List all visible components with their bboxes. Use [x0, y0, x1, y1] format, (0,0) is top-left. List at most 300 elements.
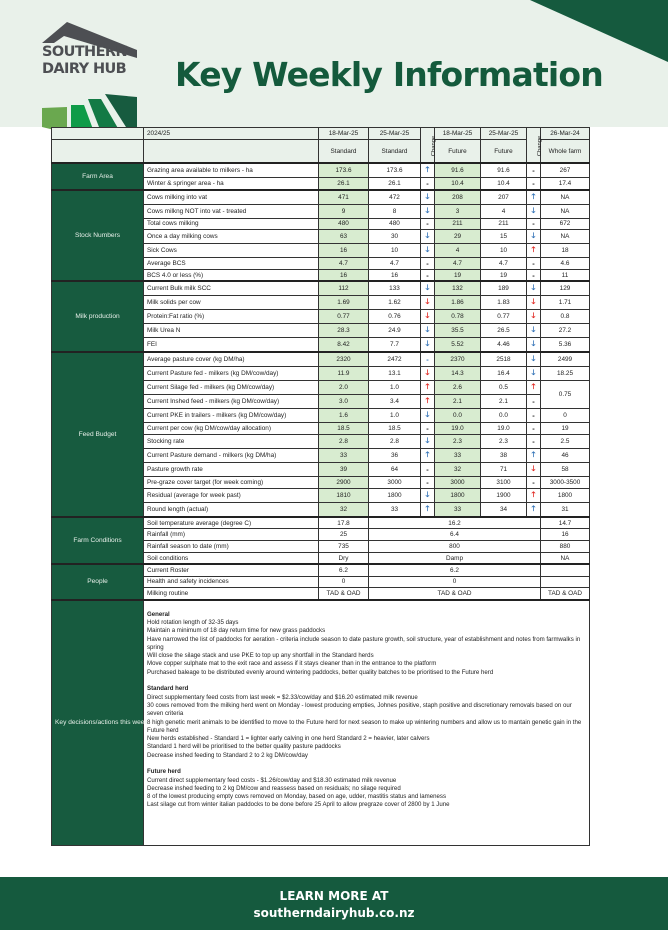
- value-cell: 2.8: [319, 435, 369, 449]
- notes-line: Last silage cut from winter italian paddocks to be done before 25 April to allow pregraze cover of 2800 by 1 June: [147, 801, 450, 809]
- value-cell: 11: [541, 270, 590, 282]
- dash-icon: -: [421, 463, 435, 477]
- col-type: Whole farm: [541, 139, 590, 163]
- row-label: Milk solids per cow: [144, 296, 319, 310]
- value-cell: 0: [319, 576, 369, 588]
- notes-line: Will close the silage stack and use PKE to top up any shortfall in the Standard herds: [147, 652, 374, 660]
- value-cell: 3.0: [319, 395, 369, 409]
- value-cell: 28.3: [319, 324, 369, 338]
- footer-website-link[interactable]: southerndairyhub.co.nz: [253, 906, 415, 920]
- col-type: Future: [481, 139, 527, 163]
- arrow-down-icon: 🡓: [421, 204, 435, 218]
- notes-line: Maintain a minimum of 18 day return time for new grass paddocks: [147, 627, 326, 635]
- value-cell: 1.83: [481, 296, 527, 310]
- row-label: Milk Urea N: [144, 324, 319, 338]
- value-cell: 0.78: [435, 310, 481, 324]
- value-cell: 4.7: [319, 258, 369, 270]
- notes-line: Have narrowed the list of paddocks for aeration - criteria include season to date pasture growth, soil structure, year of establishment and notes from farmwalks in spring: [147, 635, 581, 651]
- arrow-up-icon: 🡑: [421, 381, 435, 395]
- footer-cta: LEARN MORE AT: [279, 889, 389, 903]
- arrow-down-icon: 🡓: [421, 338, 435, 353]
- arrow-up-icon: 🡑: [527, 489, 541, 503]
- value-cell: 33: [435, 449, 481, 463]
- value-cell: 2.1: [481, 395, 527, 409]
- value-cell: 4.7: [369, 258, 421, 270]
- arrow-down-icon: 🡓: [421, 367, 435, 381]
- value-cell: NA: [541, 190, 590, 205]
- row-label: Soil temperature average (degree C): [144, 517, 319, 529]
- value-cell: 480: [319, 218, 369, 230]
- change-label: Change: [537, 135, 544, 156]
- arrow-down-icon: 🡓: [421, 230, 435, 244]
- dash-icon: -: [421, 178, 435, 190]
- value-cell: 133: [369, 281, 421, 296]
- value-cell: 4.46: [481, 338, 527, 353]
- value-cell: 207: [481, 190, 527, 205]
- row-label: Current Roster: [144, 564, 319, 576]
- value-cell: TAD & OAD: [319, 588, 369, 600]
- value-cell: 2.3: [435, 435, 481, 449]
- value-cell: 18.5: [319, 423, 369, 435]
- value-cell: 0.76: [369, 310, 421, 324]
- logo-wordmark: [42, 44, 142, 78]
- value-cell: 267: [541, 163, 590, 178]
- col-date: 25-Mar-25: [369, 128, 421, 140]
- value-cell: 1800: [541, 489, 590, 503]
- section-label: Milk production: [52, 281, 144, 352]
- row-label: Current Inshed feed - milkers (kg DM/cow/day): [144, 395, 319, 409]
- value-cell: 14.7: [541, 517, 590, 529]
- value-cell: 1.69: [319, 296, 369, 310]
- row-label: Current Bulk milk SCC: [144, 281, 319, 296]
- value-cell: 24.9: [369, 324, 421, 338]
- decisions-notes: [144, 600, 590, 846]
- value-cell: 1800: [435, 489, 481, 503]
- value-cell: 2518: [481, 352, 527, 367]
- value-cell: 4: [435, 244, 481, 258]
- value-cell: 4.7: [481, 258, 527, 270]
- notes-line: Direct supplementary feed costs from last week = $2.33/cow/day and $16.20 estimated milk revenue: [147, 693, 418, 701]
- value-cell: 4.6: [541, 258, 590, 270]
- value-cell: 6.4: [369, 529, 541, 541]
- value-cell: 0.77: [481, 310, 527, 324]
- arrow-down-icon: 🡓: [527, 281, 541, 296]
- arrow-down-icon: 🡓: [527, 296, 541, 310]
- value-cell: 2320: [319, 352, 369, 367]
- row-label: Stocking rate: [144, 435, 319, 449]
- row-label: Current Silage fed - milkers (kg DM/cow/day): [144, 381, 319, 395]
- section-label: Feed Budget: [52, 352, 144, 517]
- value-cell: NA: [541, 552, 590, 564]
- value-cell: 16.4: [481, 367, 527, 381]
- arrow-up-icon: 🡑: [421, 449, 435, 463]
- value-cell: NA: [541, 230, 590, 244]
- value-cell: 672: [541, 218, 590, 230]
- value-cell: 3000-3500: [541, 477, 590, 489]
- value-cell: 33: [435, 503, 481, 518]
- value-cell: Dry: [319, 552, 369, 564]
- value-cell: 173.6: [369, 163, 421, 178]
- dash-icon: -: [527, 435, 541, 449]
- value-cell: 1.0: [369, 409, 421, 423]
- value-cell: 39: [319, 463, 369, 477]
- dash-icon: -: [421, 352, 435, 367]
- arrow-up-icon: 🡑: [527, 244, 541, 258]
- arrow-down-icon: 🡓: [527, 352, 541, 367]
- value-cell: 6.2: [369, 564, 541, 576]
- value-cell: 173.6: [319, 163, 369, 178]
- row-label: Current Pasture demand - milkers (kg DM/ha): [144, 449, 319, 463]
- notes-line: Purchased baleage to be distributed evenly around wintering paddocks, better quality batches to be prioritised to the Future herd: [147, 668, 494, 676]
- table-row: [52, 281, 590, 296]
- value-cell: 91.6: [435, 163, 481, 178]
- arrow-up-icon: 🡑: [527, 503, 541, 518]
- value-cell: 34: [481, 503, 527, 518]
- value-cell: 3: [435, 204, 481, 218]
- value-cell: [541, 564, 590, 576]
- section-label: People: [52, 564, 144, 599]
- value-cell: 16: [541, 529, 590, 541]
- value-cell: 2472: [369, 352, 421, 367]
- value-cell: 132: [435, 281, 481, 296]
- value-cell: 1900: [481, 489, 527, 503]
- arrow-down-icon: 🡓: [421, 244, 435, 258]
- dash-icon: -: [527, 163, 541, 178]
- notes-line: 30 cows removed from the milking herd went on Monday - lowest producing empties, Johnes positive, staph positive and discretionary removals based on our seven criteria: [147, 701, 572, 718]
- value-cell: 1.0: [369, 381, 421, 395]
- value-cell: 3000: [435, 477, 481, 489]
- value-cell: 1810: [319, 489, 369, 503]
- dash-icon: -: [527, 218, 541, 230]
- value-cell: 16: [319, 244, 369, 258]
- dash-icon: -: [421, 258, 435, 270]
- value-cell: [541, 576, 590, 588]
- value-cell: 3100: [481, 477, 527, 489]
- value-cell: 10: [481, 244, 527, 258]
- value-cell: 33: [319, 449, 369, 463]
- notes-heading: General: [147, 610, 170, 618]
- value-cell: 16.2: [369, 517, 541, 529]
- arrow-down-icon: 🡓: [421, 324, 435, 338]
- change-label: Change: [431, 135, 438, 156]
- value-cell: 5.36: [541, 338, 590, 353]
- value-cell: 31: [541, 503, 590, 518]
- value-cell: 33: [369, 503, 421, 518]
- value-cell: 29: [435, 230, 481, 244]
- value-cell: 19.0: [481, 423, 527, 435]
- value-cell: 472: [369, 190, 421, 205]
- dash-icon: -: [421, 477, 435, 489]
- value-cell: 14.3: [435, 367, 481, 381]
- value-cell: 18: [541, 244, 590, 258]
- row-label: Sick Cows: [144, 244, 319, 258]
- value-cell: 18.5: [369, 423, 421, 435]
- section-label: Farm Conditions: [52, 517, 144, 564]
- arrow-down-icon: 🡓: [421, 190, 435, 205]
- value-cell: 112: [319, 281, 369, 296]
- value-cell: 19: [435, 270, 481, 282]
- arrow-down-icon: 🡓: [527, 310, 541, 324]
- value-cell: NA: [541, 204, 590, 218]
- dash-icon: -: [527, 270, 541, 282]
- col-date: 18-Mar-25: [319, 128, 369, 140]
- value-cell: 26.1: [319, 178, 369, 190]
- value-cell: 211: [435, 218, 481, 230]
- decisions-row: [52, 600, 590, 846]
- value-cell: 16: [369, 270, 421, 282]
- notes-line: Current direct supplementary feed costs - $1.26/cow/day and $18.30 estimated milk revenue: [147, 776, 397, 784]
- value-cell: 13.1: [369, 367, 421, 381]
- arrow-down-icon: 🡓: [421, 409, 435, 423]
- notes-line: New herds established - Standard 1 = lighter early calving in one herd Standard 2 = heavier, later calvers: [147, 735, 430, 743]
- col-date: 18-Mar-25: [435, 128, 481, 140]
- table-row: [52, 190, 590, 205]
- key-weekly-table: [51, 127, 590, 846]
- table-row: [52, 163, 590, 178]
- row-label: Current per cow (kg DM/cow/day allocation): [144, 423, 319, 435]
- arrow-up-icon: 🡑: [421, 395, 435, 409]
- row-label: Rainfall season to date (mm): [144, 541, 319, 553]
- row-label: Pre-graze cover target (for week coming): [144, 477, 319, 489]
- value-cell: 15: [481, 230, 527, 244]
- value-cell: 211: [481, 218, 527, 230]
- notes-line: Decrease inshed feeding to 2 kg DM/cow and reassess based on residuals; no silage required: [147, 784, 401, 792]
- section-label: Stock Numbers: [52, 190, 144, 282]
- value-cell: Damp: [369, 552, 541, 564]
- value-cell: 2.0: [319, 381, 369, 395]
- dash-icon: -: [527, 178, 541, 190]
- value-cell: 208: [435, 190, 481, 205]
- value-cell: 91.6: [481, 163, 527, 178]
- value-cell: 32: [435, 463, 481, 477]
- value-cell: 32: [319, 503, 369, 518]
- value-cell: 2.5: [541, 435, 590, 449]
- row-label: Winter & springer area - ha: [144, 178, 319, 190]
- arrow-down-icon: 🡓: [527, 463, 541, 477]
- value-cell: 71: [481, 463, 527, 477]
- value-cell: 0.77: [319, 310, 369, 324]
- value-cell: 17.4: [541, 178, 590, 190]
- header-blank: [144, 139, 319, 163]
- header-blank: [52, 139, 144, 163]
- dash-icon: -: [421, 270, 435, 282]
- row-label: FEI: [144, 338, 319, 353]
- value-cell: 0.0: [435, 409, 481, 423]
- page-title: Key Weekly Information: [175, 55, 603, 94]
- section-label: Farm Area: [52, 163, 144, 189]
- value-cell: 0.8: [541, 310, 590, 324]
- change-header: [421, 128, 438, 164]
- row-label: Current PKE in trailers - milkers (kg DM/cow/day): [144, 409, 319, 423]
- value-cell: 4.7: [435, 258, 481, 270]
- notes-line: Hold rotation length of 32-35 days: [147, 618, 239, 626]
- value-cell: 5.52: [435, 338, 481, 353]
- arrow-down-icon: 🡓: [421, 310, 435, 324]
- value-cell: 27.2: [541, 324, 590, 338]
- value-cell: 2900: [319, 477, 369, 489]
- value-cell: 0.75: [541, 381, 590, 409]
- row-label: Milking routine: [144, 588, 319, 600]
- value-cell: 471: [319, 190, 369, 205]
- row-label: Residual (average for week past): [144, 489, 319, 503]
- value-cell: 4: [481, 204, 527, 218]
- header-blank: [52, 128, 144, 140]
- value-cell: 3.4: [369, 395, 421, 409]
- value-cell: 30: [369, 230, 421, 244]
- row-label: Grazing area available to milkers - ha: [144, 163, 319, 178]
- value-cell: 0: [541, 409, 590, 423]
- value-cell: 2499: [541, 352, 590, 367]
- row-label: Protein:Fat ratio (%): [144, 310, 319, 324]
- value-cell: 26.5: [481, 324, 527, 338]
- value-cell: 0.0: [481, 409, 527, 423]
- value-cell: 10: [369, 244, 421, 258]
- col-type: Standard: [369, 139, 421, 163]
- value-cell: 8.42: [319, 338, 369, 353]
- footer-banner: [0, 877, 668, 930]
- notes-line: Move copper sulphate mat to the exit race and assess if it stays cleaner than in the entrance to the platform: [147, 660, 437, 668]
- col-date: 25-Mar-25: [481, 128, 527, 140]
- table-row: [52, 564, 590, 576]
- header-row-dates: [52, 128, 590, 140]
- arrow-down-icon: 🡓: [527, 230, 541, 244]
- row-label: Cows milking into vat: [144, 190, 319, 205]
- table-row: [52, 352, 590, 367]
- value-cell: 64: [369, 463, 421, 477]
- dash-icon: -: [421, 218, 435, 230]
- value-cell: 1.71: [541, 296, 590, 310]
- value-cell: 16: [319, 270, 369, 282]
- value-cell: 58: [541, 463, 590, 477]
- value-cell: 63: [319, 230, 369, 244]
- notes-line: 8 of the lowest producing empty cows removed on Monday, based on age, udder, mastitis status and lameness: [147, 793, 446, 801]
- row-label: Current Pasture fed - milkers (kg DM/cow/day): [144, 367, 319, 381]
- arrow-up-icon: 🡑: [421, 503, 435, 518]
- value-cell: 189: [481, 281, 527, 296]
- dash-icon: -: [527, 395, 541, 409]
- col-type: Standard: [319, 139, 369, 163]
- value-cell: 800: [369, 541, 541, 553]
- value-cell: 25: [319, 529, 369, 541]
- value-cell: 3000: [369, 477, 421, 489]
- value-cell: 2.6: [435, 381, 481, 395]
- row-label: Pasture growth rate: [144, 463, 319, 477]
- dash-icon: -: [527, 423, 541, 435]
- notes-line: 8 high genetic merit animals to be identified to move to the Future herd for next season to make up wintering numbers and allow us to mantain genetic gain in the Future herd: [147, 718, 582, 734]
- dash-icon: -: [527, 258, 541, 270]
- value-cell: 2.3: [481, 435, 527, 449]
- value-cell: 46: [541, 449, 590, 463]
- value-cell: TAD & OAD: [541, 588, 590, 600]
- value-cell: 18.25: [541, 367, 590, 381]
- row-label: Rainfall (mm): [144, 529, 319, 541]
- dash-icon: -: [527, 477, 541, 489]
- notes-heading: Standard herd: [147, 685, 189, 693]
- value-cell: 7.7: [369, 338, 421, 353]
- arrow-down-icon: 🡓: [421, 435, 435, 449]
- value-cell: 1800: [369, 489, 421, 503]
- spacer: [147, 760, 586, 768]
- row-label: Once a day milking cows: [144, 230, 319, 244]
- table-row: [52, 517, 590, 529]
- arrow-down-icon: 🡓: [527, 338, 541, 353]
- row-label: BCS 4.0 or less (%): [144, 270, 319, 282]
- decisions-label: Key decisions/actions this week: [52, 600, 144, 846]
- value-cell: 9: [319, 204, 369, 218]
- logo-line-1: SOUTHERN: [42, 44, 127, 60]
- season-label: 2024/25: [144, 128, 319, 140]
- arrow-down-icon: 🡓: [527, 204, 541, 218]
- value-cell: 19: [481, 270, 527, 282]
- value-cell: 8: [369, 204, 421, 218]
- value-cell: 0: [369, 576, 541, 588]
- value-cell: 880: [541, 541, 590, 553]
- arrow-up-icon: 🡑: [527, 190, 541, 205]
- arrow-up-icon: 🡑: [527, 381, 541, 395]
- arrow-down-icon: 🡓: [421, 489, 435, 503]
- spacer: [147, 677, 586, 685]
- logo-line-2: DAIRY HUB: [42, 61, 127, 77]
- value-cell: 19: [541, 423, 590, 435]
- col-type: Future: [435, 139, 481, 163]
- value-cell: 35.5: [435, 324, 481, 338]
- value-cell: 19.0: [435, 423, 481, 435]
- arrow-up-icon: 🡑: [421, 163, 435, 178]
- value-cell: 10.4: [481, 178, 527, 190]
- value-cell: 17.8: [319, 517, 369, 529]
- arrow-down-icon: 🡓: [527, 367, 541, 381]
- value-cell: 2370: [435, 352, 481, 367]
- row-label: Average pasture cover (kg DM/ha): [144, 352, 319, 367]
- value-cell: 6.2: [319, 564, 369, 576]
- value-cell: TAD & OAD: [369, 588, 541, 600]
- value-cell: 2.1: [435, 395, 481, 409]
- value-cell: 10.4: [435, 178, 481, 190]
- page-header: [0, 0, 668, 127]
- arrow-down-icon: 🡓: [527, 324, 541, 338]
- notes-heading: Future herd: [147, 768, 181, 776]
- header-row-types: [52, 139, 590, 163]
- value-cell: 1.6: [319, 409, 369, 423]
- value-cell: 1.62: [369, 296, 421, 310]
- dash-icon: -: [421, 423, 435, 435]
- arrow-up-icon: 🡑: [527, 449, 541, 463]
- value-cell: 0.5: [481, 381, 527, 395]
- col-date: 26-Mar-24: [541, 128, 590, 140]
- value-cell: 735: [319, 541, 369, 553]
- change-header: [527, 128, 544, 164]
- value-cell: 38: [481, 449, 527, 463]
- row-label: Round length (actual): [144, 503, 319, 518]
- row-label: Soil conditions: [144, 552, 319, 564]
- value-cell: 26.1: [369, 178, 421, 190]
- dash-icon: -: [527, 409, 541, 423]
- row-label: Average BCS: [144, 258, 319, 270]
- notes-line: Standard 1 herd will be prioritised to the better quality pasture paddocks: [147, 743, 341, 751]
- row-label: Cows milkng NOT into vat - treated: [144, 204, 319, 218]
- value-cell: 1.86: [435, 296, 481, 310]
- row-label: Total cows milking: [144, 218, 319, 230]
- value-cell: 2.8: [369, 435, 421, 449]
- row-label: Health and safety incidences: [144, 576, 319, 588]
- notes-line: Decrease inshed feeding to Standard 2 to 2 kg DM/cow/day: [147, 751, 308, 759]
- value-cell: 129: [541, 281, 590, 296]
- arrow-down-icon: 🡓: [421, 296, 435, 310]
- arrow-down-icon: 🡓: [421, 281, 435, 296]
- value-cell: 480: [369, 218, 421, 230]
- value-cell: 11.9: [319, 367, 369, 381]
- value-cell: 36: [369, 449, 421, 463]
